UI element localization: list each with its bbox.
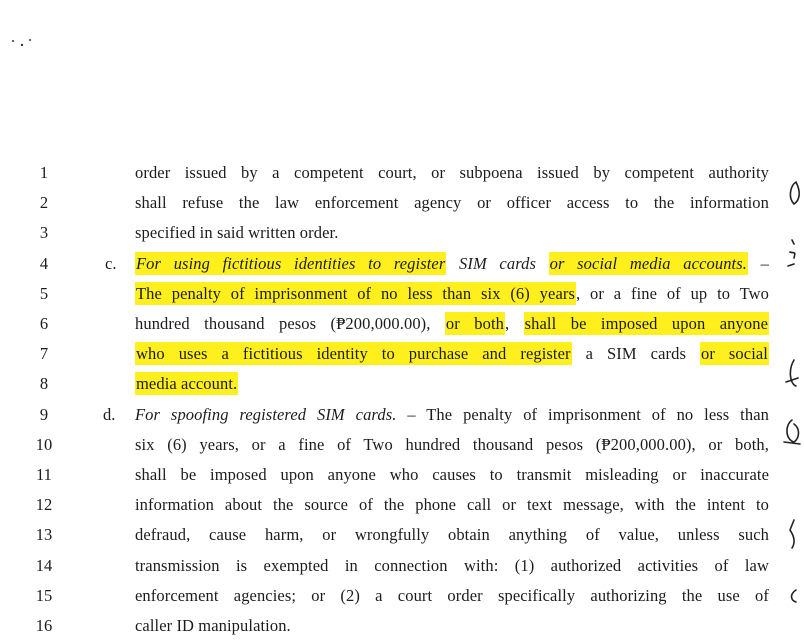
text-segment: SIM cards <box>446 253 549 273</box>
highlighted-text: For using fictitious identities to register <box>136 253 446 273</box>
text-segment: order issued by a competent court, or subpoena issued by competent authority <box>135 163 769 182</box>
text-segment: , or a fine of up to Two <box>576 283 769 303</box>
text-segment: – <box>747 253 769 273</box>
line-text <box>135 369 769 399</box>
document-line <box>0 611 804 641</box>
text-segment: shall be imposed upon anyone who causes to transmit misleading or inaccurate <box>135 465 769 484</box>
text-segment: hundred thousand pesos (₱200,000.00), <box>135 314 445 333</box>
line-number: 1 <box>39 163 49 182</box>
line-text <box>135 218 769 248</box>
document-line <box>0 158 804 188</box>
line-text <box>135 279 769 309</box>
line-number: 7 <box>39 344 49 364</box>
highlighted-text: The penalty of imprisonment of no less than six (6) years <box>136 283 575 303</box>
line-text <box>135 490 769 520</box>
line-number: 3 <box>39 223 49 243</box>
text-segment: , <box>505 314 524 333</box>
line-number: 9 <box>39 404 49 424</box>
document-line <box>0 339 804 369</box>
document-line <box>0 520 804 550</box>
line-number: 13 <box>35 525 53 545</box>
highlighted-text: shall be imposed upon anyone <box>524 314 768 333</box>
document-line <box>0 551 804 581</box>
line-number: 11 <box>36 465 52 484</box>
text-segment: transmission is exempted in connection with: (1) authorized activities of law <box>135 555 769 575</box>
line-number: 8 <box>39 374 49 394</box>
document-line <box>0 369 804 399</box>
highlighted-text: or social media accounts. <box>549 253 747 273</box>
text-segment: a SIM cards <box>571 344 700 364</box>
document-line <box>0 249 804 279</box>
text-segment: For spoofing registered SIM cards. <box>135 404 397 424</box>
document-line <box>0 218 804 248</box>
line-number: 15 <box>35 585 53 605</box>
list-marker: c. <box>105 253 117 273</box>
line-text <box>135 520 769 550</box>
line-text <box>135 611 769 641</box>
line-text <box>135 551 769 581</box>
text-segment: caller ID manipulation. <box>135 616 291 635</box>
line-number: 2 <box>39 193 49 213</box>
text-segment: defraud, cause harm, or wrongfully obtain anything of value, unless such <box>135 525 769 545</box>
text-segment: shall refuse the law enforcement agency or officer access to the information <box>135 193 769 213</box>
text-segment: six (6) years, or a fine of Two hundred thousand pesos (₱200,000.00), or both, <box>135 434 769 454</box>
line-text <box>135 249 769 279</box>
line-text <box>135 158 769 188</box>
document-line <box>0 430 804 460</box>
list-marker: d. <box>103 404 116 424</box>
line-text <box>135 188 769 218</box>
margin-handwriting-marks <box>774 170 804 610</box>
document-line <box>0 309 804 339</box>
line-text <box>135 309 769 339</box>
highlighted-text: or social <box>700 344 768 364</box>
line-number: 4 <box>39 253 49 273</box>
line-text <box>135 400 769 430</box>
text-segment: enforcement agencies; or (2) a court order specifically authorizing the use of <box>135 585 769 605</box>
document-line <box>0 581 804 611</box>
line-text <box>135 581 769 611</box>
text-segment: specified in said written order. <box>135 223 339 243</box>
line-text <box>135 430 769 460</box>
line-number: 12 <box>35 495 53 515</box>
document-line <box>0 279 804 309</box>
document-line <box>0 460 804 490</box>
text-segment: information about the source of the phone call or text message, with the intent to <box>135 495 769 515</box>
line-text <box>135 460 769 490</box>
text-segment: – The penalty of imprisonment of no less than <box>396 404 769 424</box>
document-line <box>0 188 804 218</box>
document-line <box>0 400 804 430</box>
line-number: 5 <box>39 283 49 303</box>
line-number: 10 <box>35 434 53 454</box>
document-line <box>0 490 804 520</box>
highlighted-text: media account. <box>136 374 238 394</box>
line-number: 16 <box>35 616 53 635</box>
highlighted-text: or both <box>445 314 504 333</box>
line-text <box>135 339 769 369</box>
line-number: 14 <box>35 555 53 575</box>
line-number: 6 <box>39 314 49 333</box>
highlighted-text: who uses a fictitious identity to purchase and register <box>136 344 571 364</box>
